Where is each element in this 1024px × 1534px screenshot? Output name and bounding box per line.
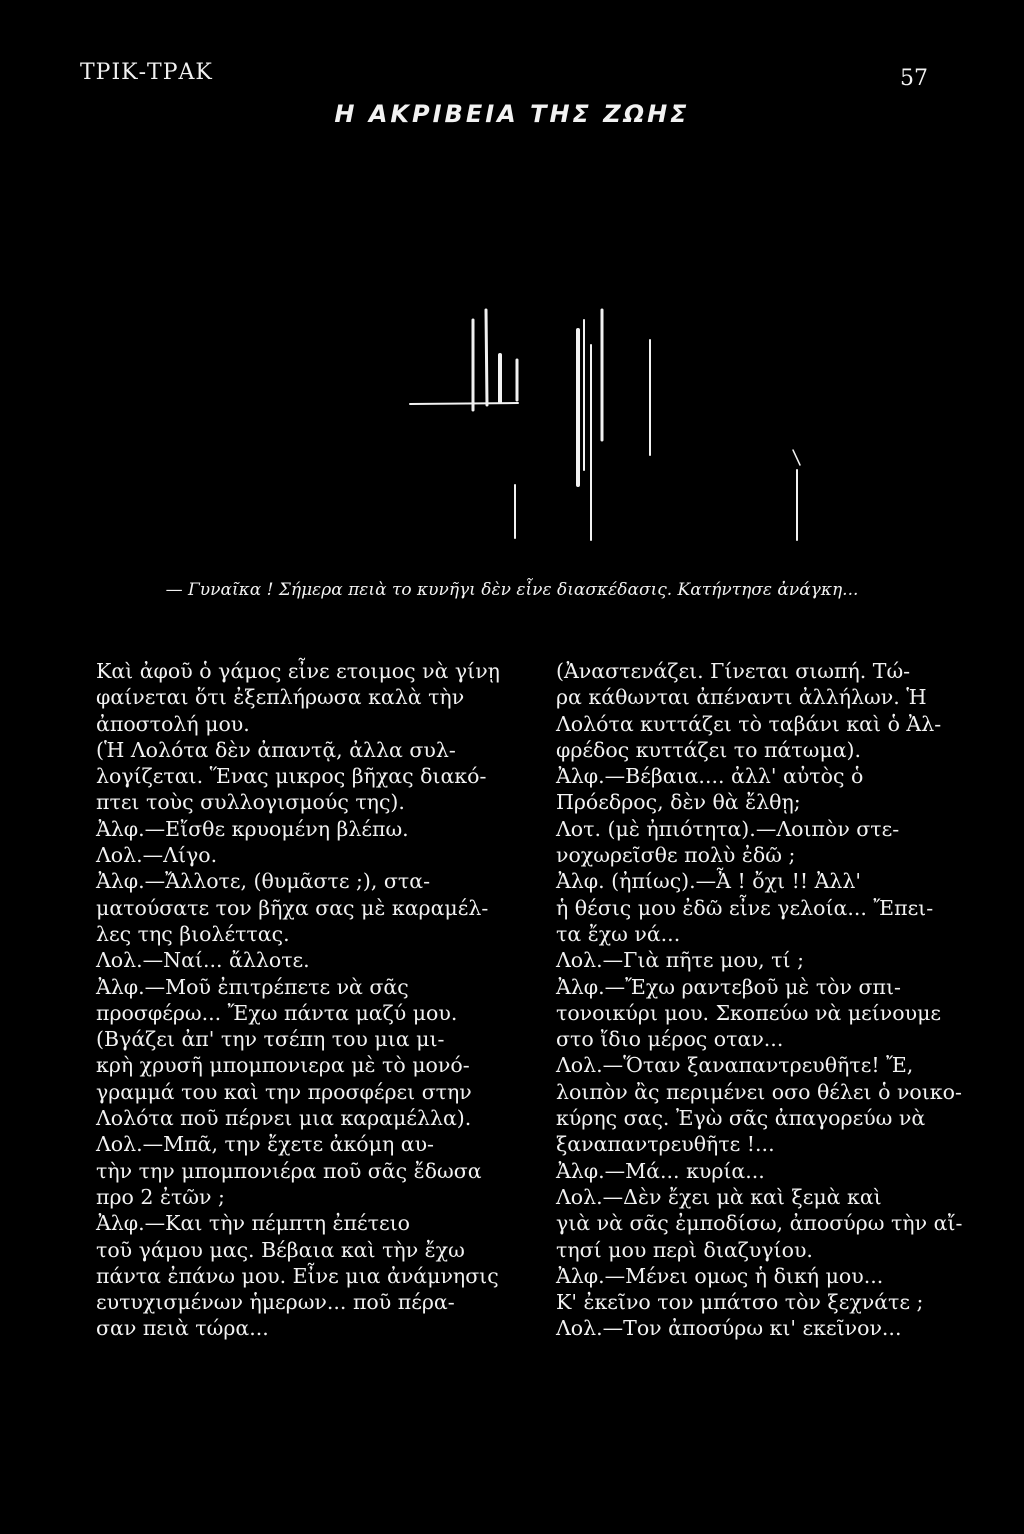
- text-line: Λολ.—Δὲν ἔχει μὰ καὶ ξεμὰ καὶ: [556, 1184, 882, 1209]
- text-line: Λολότα κυττάζει τὸ ταβάνι καὶ ὁ Ἀλ-: [556, 711, 942, 736]
- text-line: ἡ θέσις μου ἐδῶ εἶνε γελοία... Ἔπει-: [556, 895, 934, 920]
- illustration-stroke: [793, 450, 800, 465]
- text-line: Λολ.—Ναί... ἄλλοτε.: [96, 948, 310, 973]
- text-line: νοχωρεῖσθε πολὺ ἐδῶ ;: [556, 843, 796, 868]
- text-line: πάντα ἐπάνω μου. Εἶνε μια ἀνάμνησις: [96, 1263, 499, 1288]
- article-title: Η ΑΚΡΙΒΕΙΑ ΤΗΣ ΖΩΗΣ: [334, 100, 690, 128]
- text-line: λες της βιολέττας.: [96, 921, 290, 946]
- text-line: Ἀλφ.—Βέβαια.... ἀλλ' αὐτὸς ὁ: [556, 764, 864, 789]
- right-column: [556, 658, 963, 1342]
- text-line: λοιπὸν ἂς περιμένει οσο θέλει ὁ νοικο-: [556, 1079, 962, 1104]
- text-line: προ 2 ἐτῶν ;: [96, 1184, 225, 1209]
- text-line: ματούσατε τον βῆχα σας μὲ καραμέλ-: [96, 895, 489, 920]
- text-line: Κ' ἐκεῖνο τον μπάτσο τὸν ξεχνάτε ;: [556, 1290, 924, 1315]
- text-line: τονοικύρι μου. Σκοπεύω νὰ μείνουμε: [556, 1000, 942, 1025]
- text-line: Ἀλφ.—Εἴσθε κρυομένη βλέπω.: [96, 816, 409, 841]
- text-line: τησί μου περὶ διαζυγίου.: [556, 1237, 813, 1262]
- text-line: πτει τοὺς συλλογισμούς της).: [96, 790, 405, 815]
- text-line: Λολ.—Ὅταν ξαναπαντρευθῆτε! Ἔ,: [556, 1053, 914, 1078]
- text-line: ευτυχισμένων ἡμερων... ποῦ πέρα-: [96, 1290, 455, 1315]
- text-line: προσφέρω... Ἔχω πάντα μαζύ μου.: [96, 1000, 458, 1025]
- text-line: (Βγάζει ἀπ' την τσέπη του μια μι-: [96, 1027, 445, 1052]
- text-line: Ἀλφ.—Μά... κυρία...: [556, 1158, 765, 1183]
- text-line: Ἀλφ.—Μένει ομως ἡ δική μου...: [556, 1263, 884, 1288]
- text-line: στο ἴδιο μέρος οταν...: [556, 1027, 784, 1052]
- text-line: ρα κάθωνται ἀπέναντι ἀλλήλων. Ἡ: [556, 685, 927, 710]
- text-line: τα ἔχω νά...: [556, 921, 681, 946]
- illustration-stroke: [410, 403, 518, 404]
- text-line: κύρης σας. Ἐγὼ σᾶς ἀπαγορεύω νὰ: [556, 1106, 926, 1131]
- text-line: φρέδος κυττάζει το πάτωμα).: [556, 737, 862, 762]
- page-number: 57: [900, 66, 928, 91]
- left-column: [96, 658, 506, 1342]
- text-line: Ἀλφ.—Μοῦ ἐπιτρέπετε νὰ σᾶς: [96, 974, 409, 999]
- text-line: τὴν την μπομπονιέρα ποῦ σᾶς ἔδωσα: [96, 1158, 482, 1183]
- text-line: Ἀλφ.—Ἄλλοτε, (θυμᾶστε ;), στα-: [96, 869, 431, 894]
- text-line: λογίζεται. Ἕνας μικρος βῆχας διακό-: [96, 764, 487, 789]
- text-line: Ἀλφ.—Και τὴν πέμπτη ἐπέτειο: [96, 1211, 410, 1236]
- text-line: ξαναπαντρευθῆτε !...: [556, 1132, 775, 1157]
- text-line: γιὰ νὰ σᾶς ἐμποδίσω, ἀποσύρω τὴν αἴ-: [556, 1211, 963, 1236]
- text-line: (Ἡ Λολότα δὲν ἀπαντᾷ, ἀλλα συλ-: [96, 737, 456, 762]
- running-title: ΤΡΙΚ-ΤΡΑΚ: [80, 60, 213, 85]
- text-line: Λολ.—Τον ἀποσύρω κι' εκεῖνον...: [556, 1316, 902, 1341]
- text-line: Ἀλφ.—Ἔχω ραντεβοῦ μὲ τὸν σπι-: [556, 974, 901, 999]
- text-line: Λοτ. (μὲ ἠπιότητα).—Λοιπὸν στε-: [556, 816, 900, 841]
- text-line: Λολ.—Λίγο.: [96, 843, 218, 868]
- text-line: Λολότα ποῦ πέρνει μια καραμέλλα).: [96, 1106, 472, 1131]
- text-line: Λολ.—Γιὰ πῆτε μου, τί ;: [556, 948, 804, 973]
- illustration-stroke: [486, 310, 487, 405]
- text-line: Πρόεδρος, δὲν θὰ ἔλθῃ;: [556, 790, 801, 815]
- illustration-caption: — Γυναῖκα ! Σήμερα πειὰ το κυνῆγι δὲν εἶνε διασκέδασις. Κατήντησε ἀνάγκη...: [165, 580, 859, 600]
- text-line: (Ἀναστενάζει. Γίνεται σιωπή. Τώ-: [556, 659, 911, 683]
- text-line: φαίνεται ὅτι ἐξεπλήρωσα καλὰ τὴν: [96, 685, 465, 710]
- text-line: τοῦ γάμου μας. Βέβαια καὶ τὴν ἔχω: [96, 1237, 465, 1262]
- text-line: Καὶ ἀφοῦ ὁ γάμος εἶνε ετοιμος νὰ γίνῃ: [96, 659, 500, 683]
- text-line: Ἀλφ. (ἠπίως).—Ἆ ! ὄχι !! Ἀλλ': [556, 869, 861, 894]
- text-line: ἀποστολή μου.: [96, 711, 250, 736]
- text-line: κρὴ χρυσῆ μπομπονιερα μὲ τὸ μονό-: [96, 1053, 470, 1078]
- text-line: γραμμά του καὶ την προσφέρει στην: [96, 1079, 472, 1104]
- illustration: [0, 290, 1024, 560]
- text-line: σαν πειὰ τώρα...: [96, 1316, 269, 1341]
- text-line: Λολ.—Μπᾶ, την ἔχετε ἀκόμη αυ-: [96, 1132, 434, 1157]
